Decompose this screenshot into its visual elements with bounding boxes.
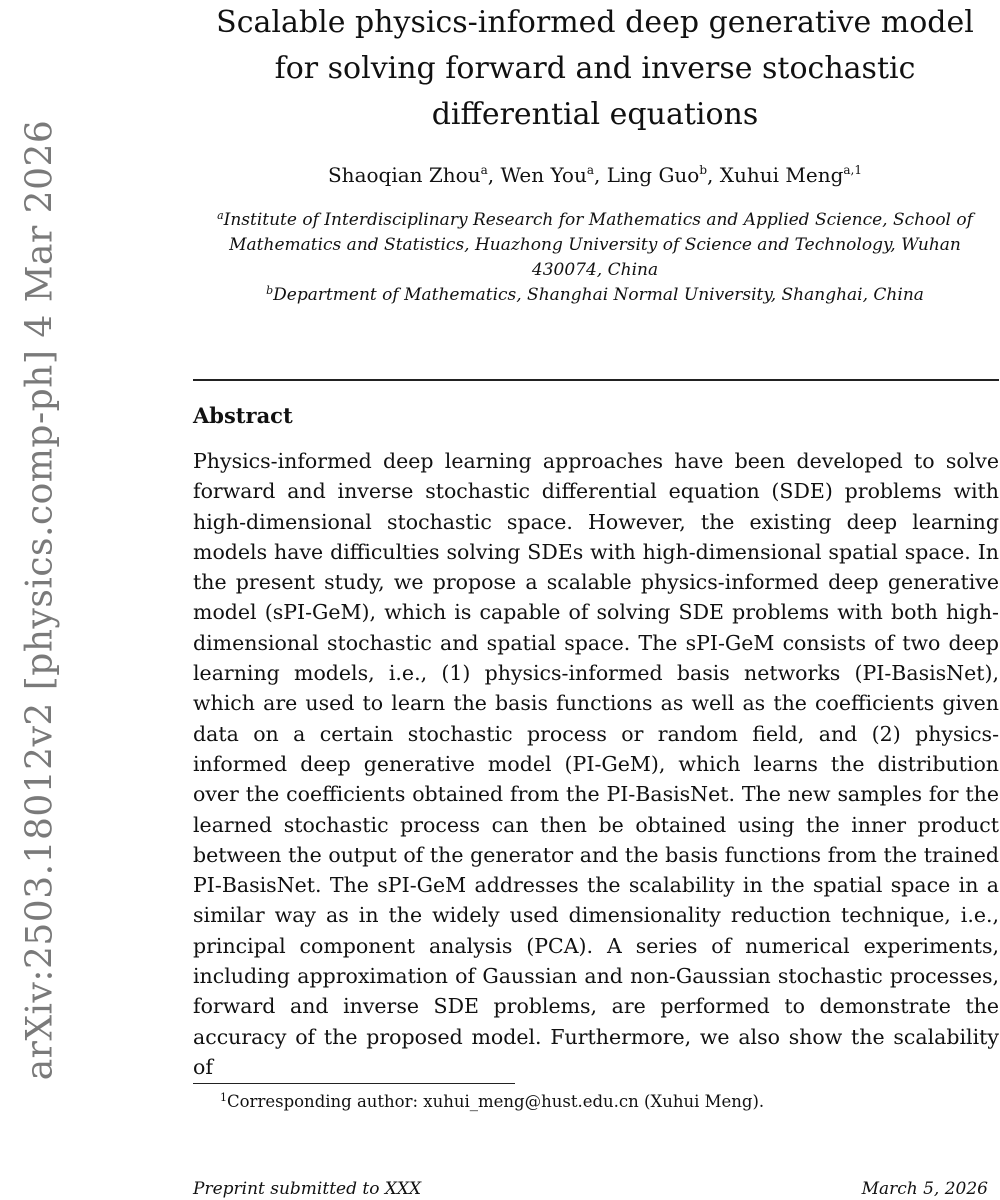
author-affiliation-mark: b [699, 163, 708, 177]
author: Xuhui Meng$^{a,1}$ [719, 163, 863, 187]
abstract-heading: Abstract [193, 403, 293, 428]
arxiv-identifier: arXiv:2503.18012v2 [physics.comp-ph] 4 Mar 2026 [19, 119, 61, 1081]
footnote-mark: 1 [220, 1091, 227, 1104]
author: Shaoqian Zhou$^a$ [327, 163, 488, 187]
abstract-text: Physics-informed deep learning approaches have been developed to solve forward and inverse stochastic differential equation (SDE) problems with high-dimensional stochastic space. However, the existing deep learning models have difficulties solving SDEs with high-dimensional spatial space. In the present study, we propose a scalable physics-informed deep generative model (sPI-GeM), which is capable of solving SDE problems with both high-dimensional stochastic and spatial space. The sPI-GeM consists of two deep learning models, i.e., (1) physics-informed basis networks (PI-BasisNet), which are used to learn the basis functions as well as the coefficients given data on a certain stochastic process or random field, and (2) physics-informed deep generative model (PI-GeM), which learns the distribution over the coefficients obtained from the PI-BasisNet. The new samples for the learned stochastic process can then be obtained using the inner product between the output of the generator and the basis functions from the trained PI-BasisNet. The sPI-GeM addresses the scalability in the spatial space in a similar way as in the widely used dimensionality reduction technique, i.e., principal component analysis (PCA). A series of numerical experiments, including approximation of Gaussian and non-Gaussian stochastic processes, forward and inverse SDE problems, are performed to demonstrate the accuracy of the proposed model. Furthermore, we also show the scalability of [193, 449, 999, 1079]
footer-date: March 5, 2026 [861, 1179, 988, 1199]
author-affiliation-mark: a [480, 163, 488, 177]
author: Wen You$^a$ [500, 163, 595, 187]
affiliation: $^b$Department of Mathematics, Shanghai Normal University, Shanghai, China [266, 284, 924, 305]
author: Ling Guo$^b$ [606, 163, 708, 187]
author-affiliation-mark: a [586, 163, 595, 177]
footer-preprint-note: Preprint submitted to XXX [193, 1179, 422, 1199]
affiliation: $^a$Institute of Interdisciplinary Research for Mathematics and Applied Science, School of Mathematics and Statistics, Huazhong University of Science and Technology, Wuhan 430074, China [217, 209, 973, 280]
footnote-rule [193, 1083, 515, 1084]
paper-title: Scalable physics-informed deep generative model for solving forward and inverse stochastic differential equations [216, 5, 974, 132]
affiliation-list [195, 208, 995, 308]
abstract-top-rule [193, 379, 999, 381]
author-affiliation-mark: a,1 [843, 163, 863, 177]
footnote: $^1$Corresponding author: xuhui_meng@hust.edu.cn (Xuhui Meng). [220, 1091, 765, 1111]
author-list: Shaoqian Zhou$^a$, Wen You$^a$, Ling Guo$^b$, Xuhui Meng$^{a,1}$ [327, 163, 863, 187]
